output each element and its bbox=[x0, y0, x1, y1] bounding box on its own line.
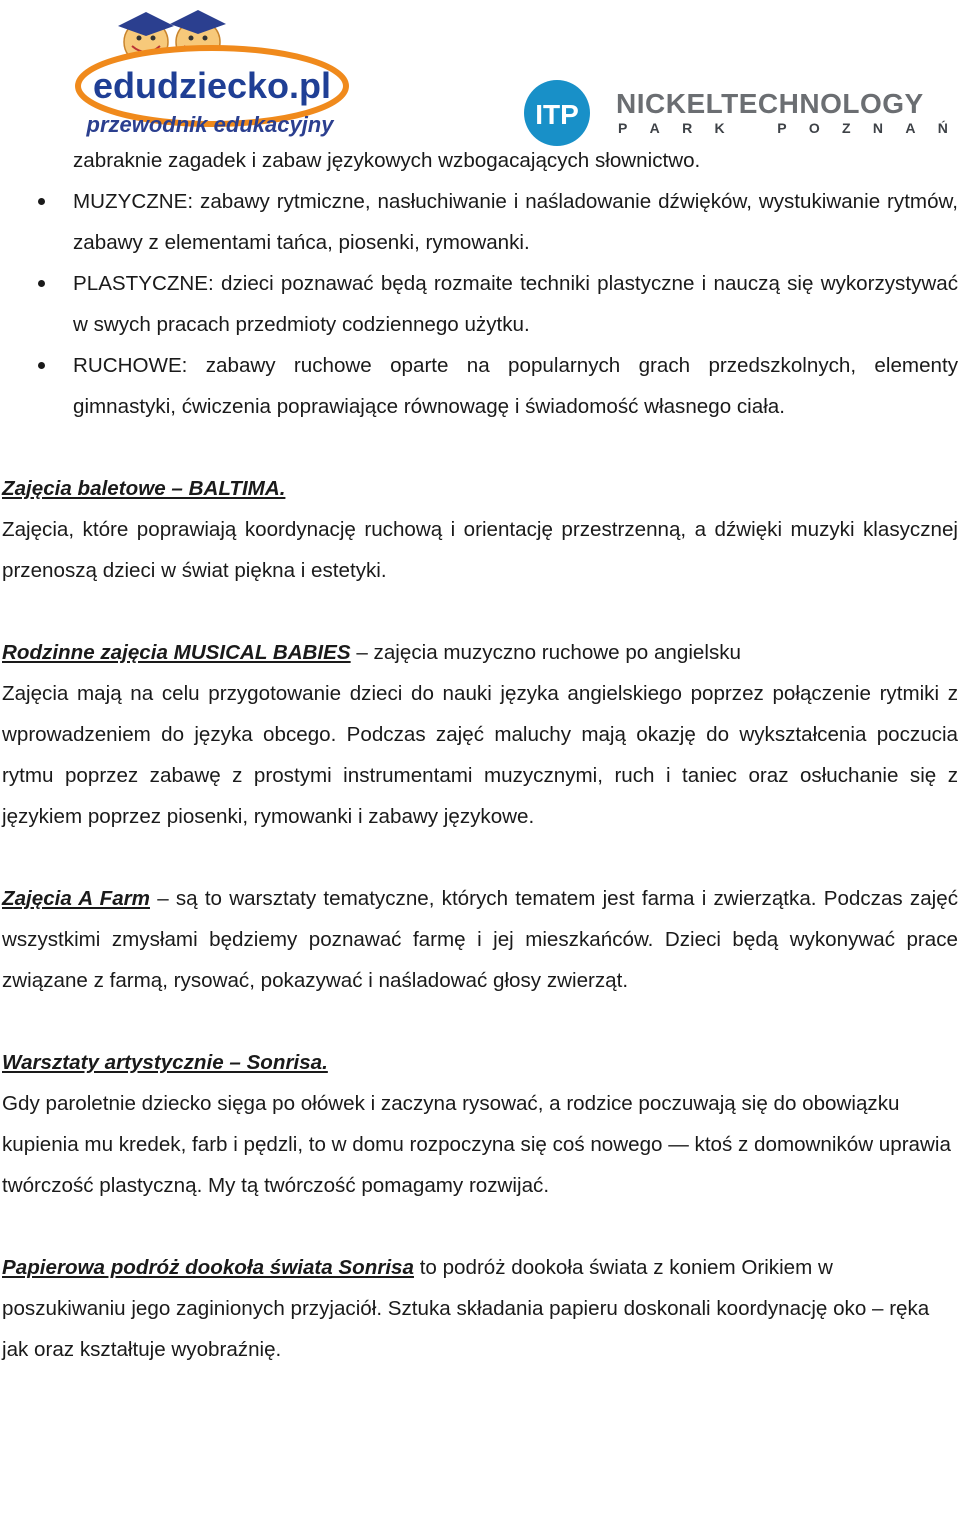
nickel-sub-spacer bbox=[747, 120, 755, 136]
edudziecko-tagline: przewodnik edukacyjny bbox=[86, 112, 334, 137]
bullet-icon bbox=[38, 198, 45, 205]
nickel-sub-letter: Ń bbox=[937, 120, 948, 136]
document-body bbox=[2, 140, 958, 1370]
nickel-sub-letter: P bbox=[777, 120, 787, 136]
nickel-sub-letter: Z bbox=[842, 120, 851, 136]
section-title-rest: – są to warsztaty tematyczne, których tematem jest farma i zwierzątka. Podczas zajęć wszystkimi zmysłami będziemy poznawać farmę i jej mieszkańców. Dzieci będą wykonywać prace związane z farmą, rysować, pokazywać i naśladować głosy zwierząt. bbox=[2, 887, 958, 992]
list-item-text: PLASTYCZNE: dzieci poznawać będą rozmaite techniki plastyczne i nauczą się wykorzystywać w swych pracach przedmioty codziennego użytku. bbox=[73, 272, 958, 336]
section-heading bbox=[2, 1042, 958, 1083]
activity-list bbox=[2, 181, 958, 427]
section-title: Zajęcia baletowe – BALTIMA. bbox=[2, 477, 286, 500]
nickel-sub-letter: O bbox=[808, 120, 820, 136]
nickel-sub-letter: N bbox=[872, 120, 884, 136]
section-body: Gdy paroletnie dziecko sięga po ołówek i zaczyna rysować, a rodzice poczuwają się do obowiązku kupienia mu kredek, farb i pędzli, to w domu rozpoczyna się coś nowego — ktoś z domowników uprawia twórczość plastyczną. My tą twórczość pomagamy rozwijać. bbox=[2, 1092, 951, 1197]
section-heading bbox=[2, 632, 958, 673]
nickel-sub-letter: P bbox=[618, 120, 628, 136]
section-title: Zajęcia A Farm bbox=[2, 887, 150, 910]
itp-logo bbox=[522, 78, 592, 148]
list-item bbox=[2, 263, 958, 345]
nickel-sub-letter: R bbox=[682, 120, 693, 136]
section-heading bbox=[2, 1247, 958, 1370]
nickel-logo-subtitle bbox=[618, 120, 948, 136]
section-title: Rodzinne zajęcia MUSICAL BABIES bbox=[2, 641, 351, 664]
section-title: Warsztaty artystycznie – Sonrisa. bbox=[2, 1051, 328, 1074]
section-title-rest: – zajęcia muzyczno ruchowe po angielsku bbox=[350, 641, 741, 664]
intro-line: zabraknie zagadek i zabaw językowych wzbogacających słownictwo. bbox=[73, 149, 701, 172]
nickel-logo-name: NICKELTECHNOLOGY bbox=[616, 88, 924, 119]
edudziecko-name: edudziecko.pl bbox=[92, 65, 332, 106]
list-item bbox=[2, 181, 958, 263]
itp-logo-text: ITP bbox=[535, 99, 579, 130]
section-title-rest: to podróż dookoła świata z koniem Orikiem w poszukiwaniu jego zaginionych przyjaciół. Sztuka składania papieru doskonali koordynację oko – ręka jak oraz kształtuje wyobraźnię. bbox=[2, 1256, 930, 1361]
nickel-technology-logo bbox=[612, 88, 952, 142]
nickel-sub-letter: K bbox=[714, 120, 725, 136]
section-body: Zajęcia mają na celu przygotowanie dzieci do nauki języka angielskiego poprzez połączenie rytmiki z wprowadzeniem do języka obcego. Podczas zajęć maluchy mają okazję do wykształcenia poczucia rytmu poprzez zabawę z prostymi instrumentami muzycznymi, ruch i taniec oraz osłuchanie się z językiem poprzez piosenki, rymowanki i zabawy językowe. bbox=[2, 682, 958, 828]
nickel-sub-letter: A bbox=[649, 120, 660, 136]
section-title: Papierowa podróż dookoła świata Sonrisa bbox=[2, 1256, 414, 1279]
nickel-sub-letter: A bbox=[905, 120, 916, 136]
list-item-text: MUZYCZNE: zabawy rytmiczne, nasłuchiwanie i naśladowanie dźwięków, wystukiwanie rytmów, zabawy z elementami tańca, piosenki, rymowanki. bbox=[73, 190, 958, 254]
list-item-text: RUCHOWE: zabawy ruchowe oparte na popularnych grach przedszkolnych, elementy gimnastyki, ćwiczenia poprawiające równowagę i świadomość własnego ciała. bbox=[73, 354, 958, 418]
section-body: Zajęcia, które poprawiają koordynację ruchową i orientację przestrzenną, a dźwięki muzyki klasycznej przenoszą dzieci w świat piękna i estetyki. bbox=[2, 518, 958, 582]
section-heading bbox=[2, 878, 958, 1001]
edudziecko-logo bbox=[74, 6, 350, 138]
list-item bbox=[2, 345, 958, 427]
section-heading bbox=[2, 468, 958, 509]
bullet-icon bbox=[38, 280, 45, 287]
bullet-icon bbox=[38, 362, 45, 369]
